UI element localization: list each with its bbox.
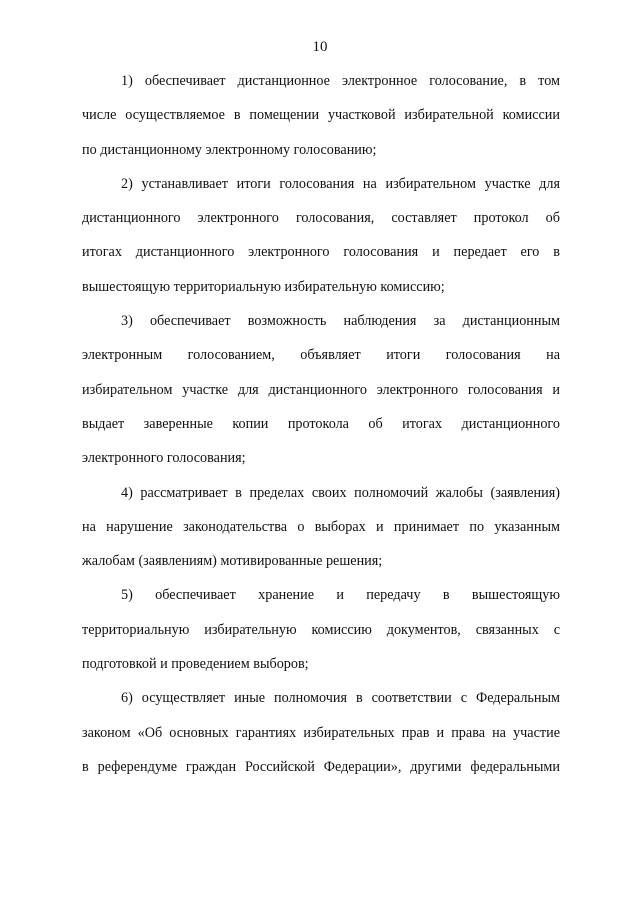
text-line: числе осуществляемое в помещении участковой избирательной комиссии: [82, 107, 560, 124]
text-line: электронным голосованием, объявляет итоги голосования на: [82, 347, 560, 364]
text-line: 4) рассматривает в пределах своих полномочий жалобы (заявления): [121, 484, 560, 501]
text-line: по дистанционному электронному голосованию;: [82, 141, 377, 158]
text-line: территориальную избирательную комиссию документов, связанных с: [82, 621, 560, 638]
text-line: дистанционного электронного голосования, составляет протокол об: [82, 210, 560, 227]
text-line: 5) обеспечивает хранение и передачу в вышестоящую: [121, 587, 560, 604]
text-line: законом «Об основных гарантиях избирательных прав и права на участие: [82, 724, 560, 741]
text-line: вышестоящую территориальную избирательную комиссию;: [82, 278, 445, 295]
text-line: итогах дистанционного электронного голосования и передает его в: [82, 244, 560, 261]
text-line: 2) устанавливает итоги голосования на избирательном участке для: [121, 175, 560, 192]
text-line: 1) обеспечивает дистанционное электронное голосование, в том: [121, 73, 560, 89]
text-line: электронного голосования;: [82, 450, 246, 467]
text-line: жалобам (заявлениям) мотивированные решения;: [82, 553, 383, 570]
document-body: [82, 64, 560, 784]
text-line: в референдуме граждан Российской Федерации», другими федеральными: [82, 758, 560, 775]
text-line: выдает заверенные копии протокола об итогах дистанционного: [82, 415, 560, 432]
text-line: 6) осуществляет иные полномочия в соответствии с Федеральным: [121, 690, 560, 707]
text-line: избирательном участке для дистанционного электронного голосования и: [82, 381, 560, 398]
text-line: на нарушение законодательства о выборах и принимает по указанным: [82, 518, 560, 535]
text-line: 3) обеспечивает возможность наблюдения за дистанционным: [121, 313, 560, 330]
page-number: 10: [312, 39, 328, 55]
text-line: подготовкой и проведением выборов;: [82, 656, 309, 673]
